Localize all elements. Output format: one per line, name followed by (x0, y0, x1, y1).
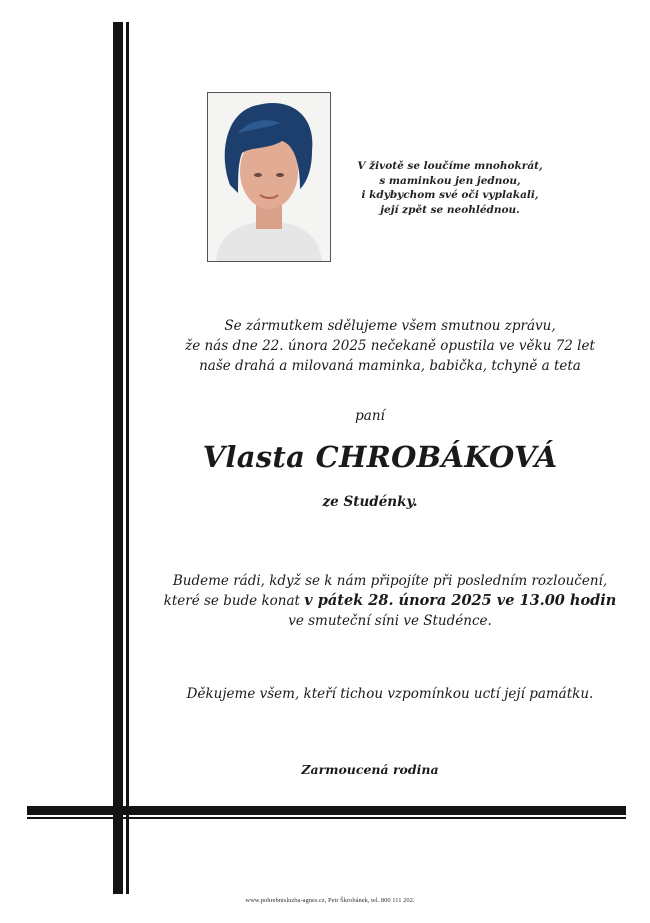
honorific: paní (355, 408, 385, 424)
family-signature: Zarmoucená rodina (301, 762, 439, 777)
announcement-line: že nás dne 22. února 2025 nečekaně opustila ve věku 72 let (185, 338, 595, 354)
funeral-line (145, 591, 635, 611)
announcement-line: naše drahá a milovaná maminka, babička, tchyně a teta (199, 358, 581, 374)
mourning-frame-horizontal-line (27, 817, 626, 819)
memorial-poem (345, 159, 555, 217)
mourning-frame-vertical-line (126, 22, 129, 894)
thanks-text: Děkujeme všem, kteří tichou vzpomínkou uctí její památku. (186, 686, 594, 702)
poem-line: V životě se loučíme mnohokrát, (357, 160, 543, 172)
poem-line: její zpět se neohlédnou. (380, 203, 520, 216)
funeral-location: ve smuteční síni ve Studénce. (288, 613, 492, 629)
funeral-line: Budeme rádi, když se k nám připojíte při posledním rozloučení, (172, 573, 608, 589)
deceased-origin: ze Studénky. (322, 494, 418, 510)
funeral-details (145, 571, 635, 631)
funeral-line-prefix: které se bude konat (163, 593, 305, 609)
announcement-line: Se zármutkem sdělujeme všem smutnou zprávu, (224, 318, 556, 334)
poem-line: i kdybychom své oči vyplakali, (361, 189, 539, 201)
mourning-frame-vertical-bar (113, 22, 123, 894)
funeral-service-footer: www.pohrebnisluzba-agnes.cz, Petr Škrobánek, tel. 800 111 202. (245, 897, 415, 904)
announcement-text (160, 316, 620, 376)
funeral-date-time: v pátek 28. února 2025 ve 13.00 hodin (304, 592, 617, 609)
deceased-name: Vlasta CHROBÁKOVÁ (202, 440, 558, 474)
poem-line: s maminkou jen jednou, (379, 174, 521, 187)
portrait-photo (207, 92, 331, 262)
mourning-frame-horizontal-bar (27, 806, 626, 815)
